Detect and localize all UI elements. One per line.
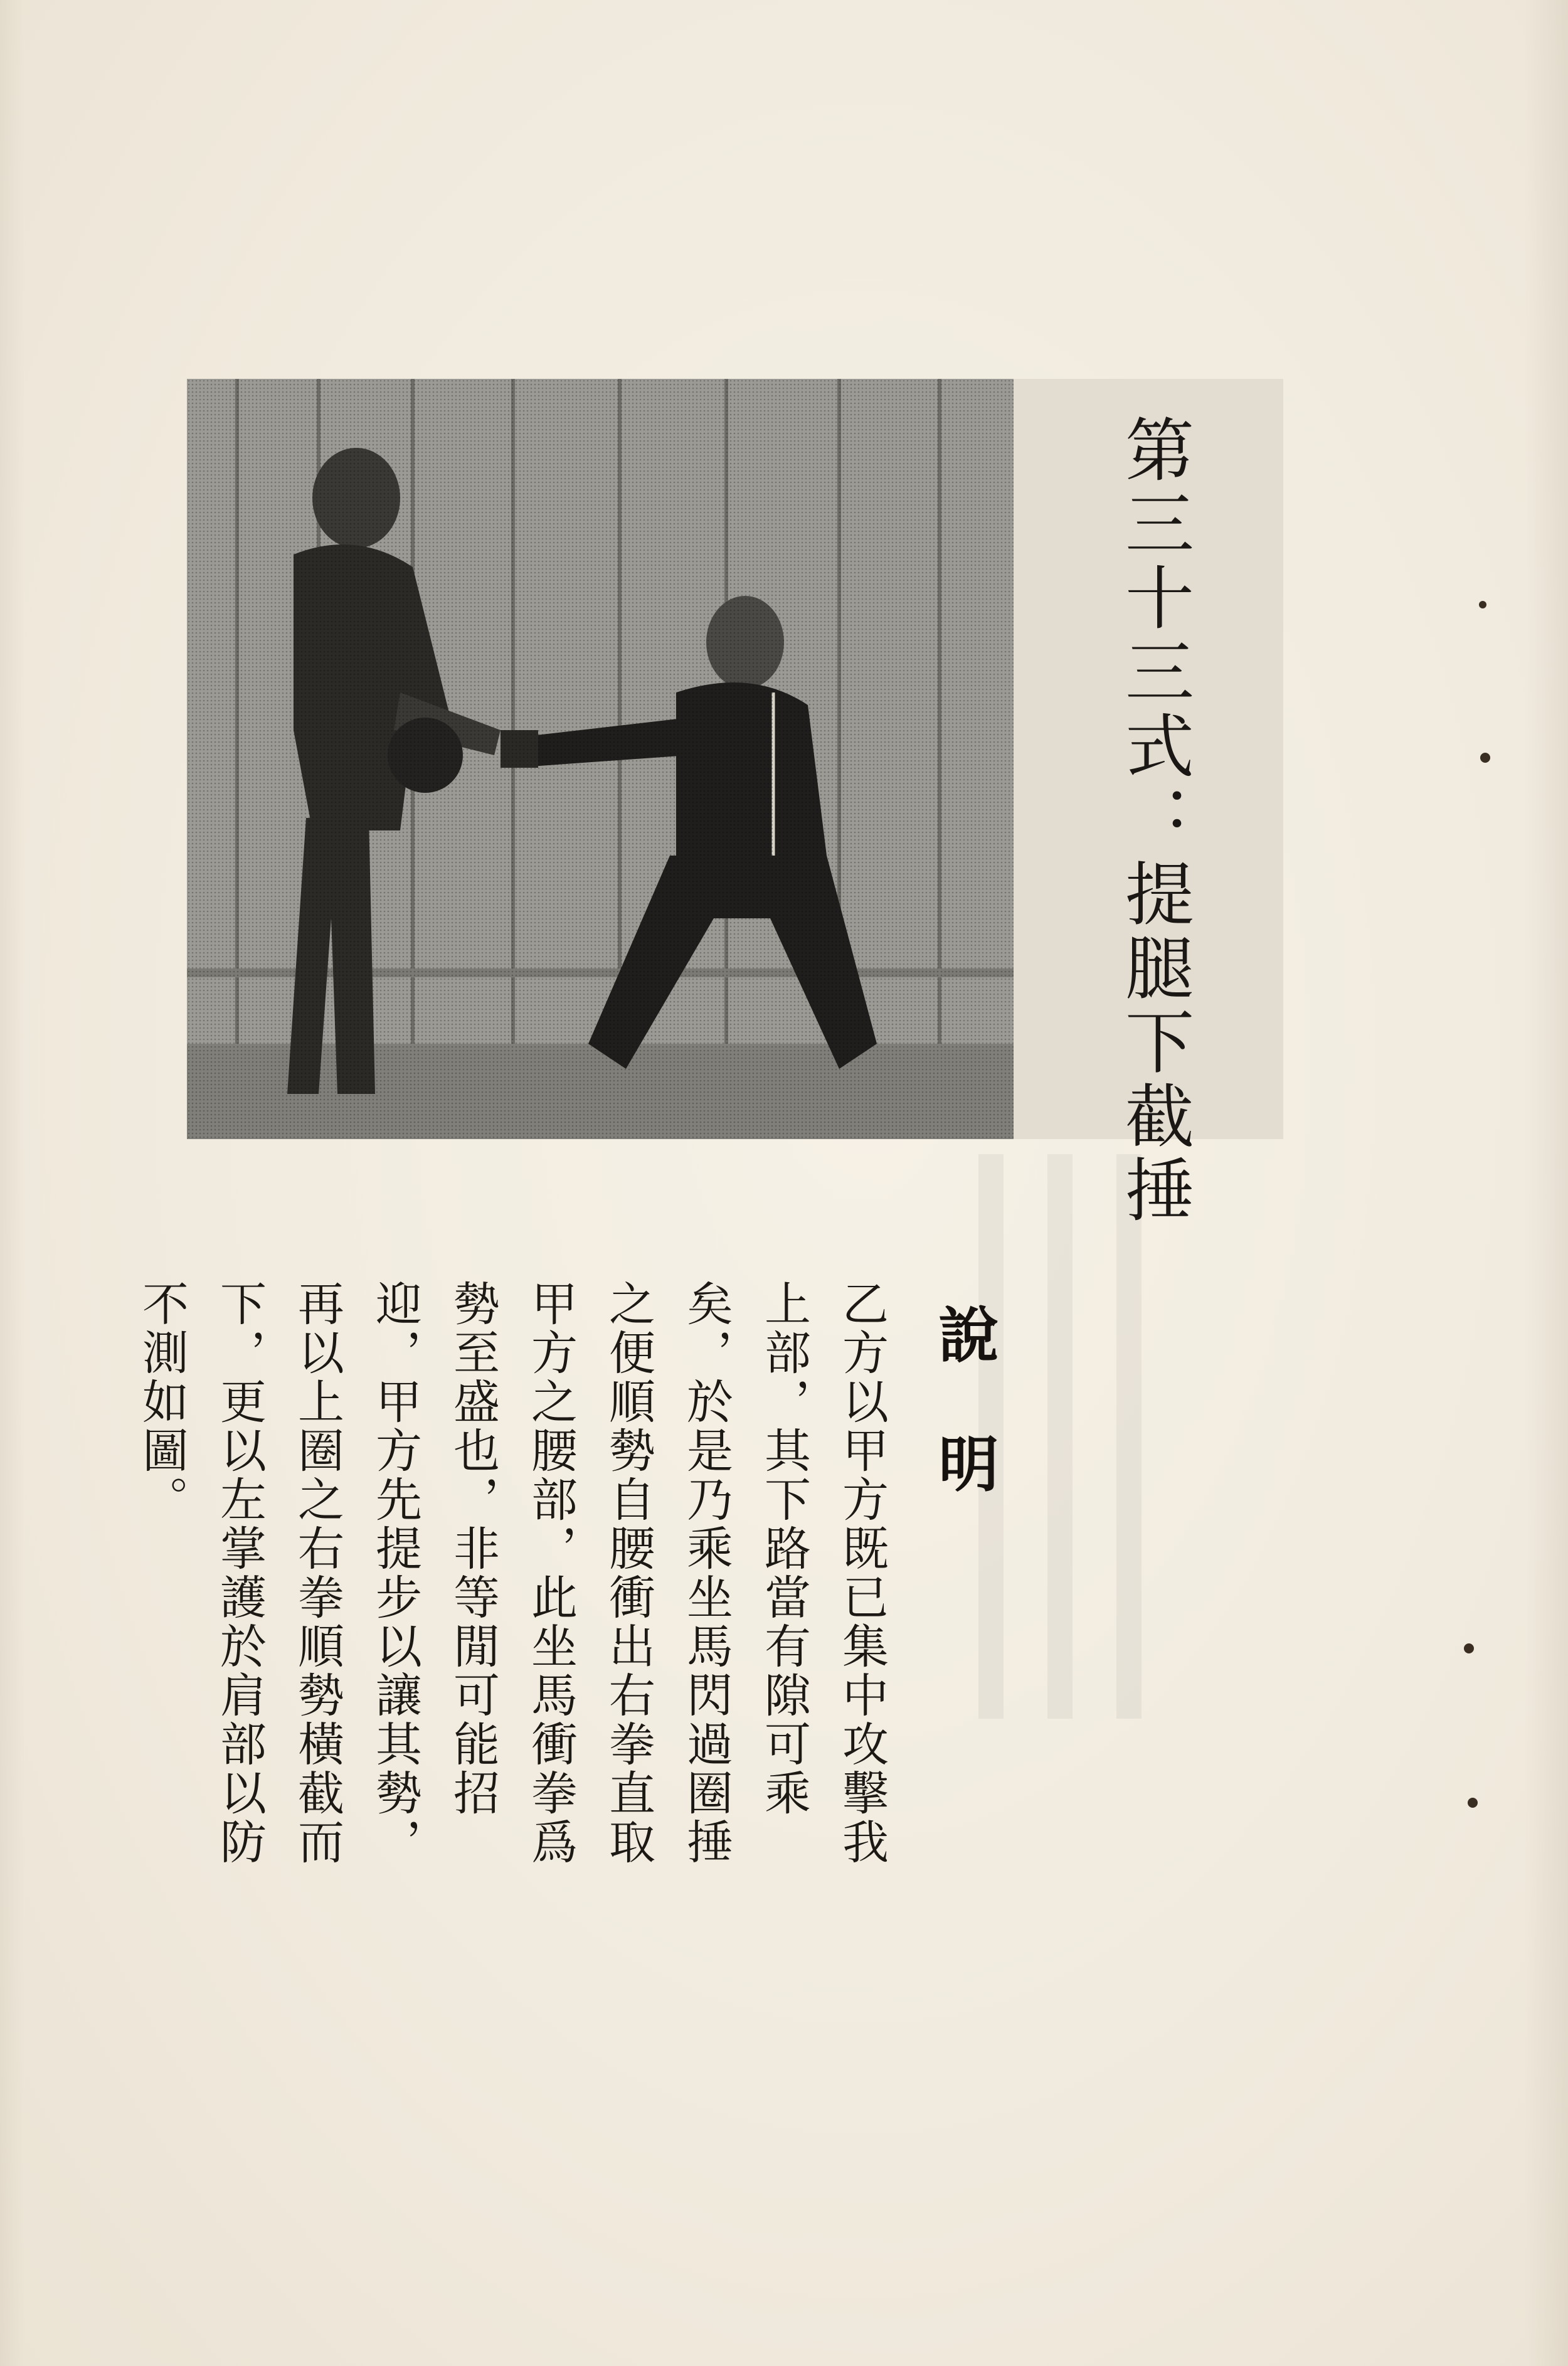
binding-hole	[1480, 753, 1490, 763]
page-edge-right	[1524, 0, 1568, 2366]
martial-arts-photo	[187, 379, 1014, 1139]
binding-hole	[1468, 1798, 1478, 1808]
binding-hole	[1464, 1643, 1474, 1653]
show-through-bleed	[978, 1154, 1142, 1719]
explanation-paragraph: 乙方以甲方既已集中攻擊我上部，其下路當有隙可乘矣，於是乃乘坐馬閃過圈捶之便順勢自腰衝出右拳直取甲方之腰部，此坐馬衝拳爲勢至盛也，非等閒可能招迎，甲方先提步以讓其勢，再以上圈之右拳順勢橫截而下，更以左掌護於肩部以防不測如圖。	[135, 1280, 889, 1867]
page-edge-left	[0, 0, 25, 2366]
explanation-heading: 說明	[929, 1303, 999, 1562]
figure-title: 第三十三式：提腿下截捶	[1114, 414, 1194, 1228]
photo-illustration	[187, 379, 1014, 1139]
binding-hole	[1479, 601, 1486, 608]
explanation-text	[135, 1204, 901, 1907]
